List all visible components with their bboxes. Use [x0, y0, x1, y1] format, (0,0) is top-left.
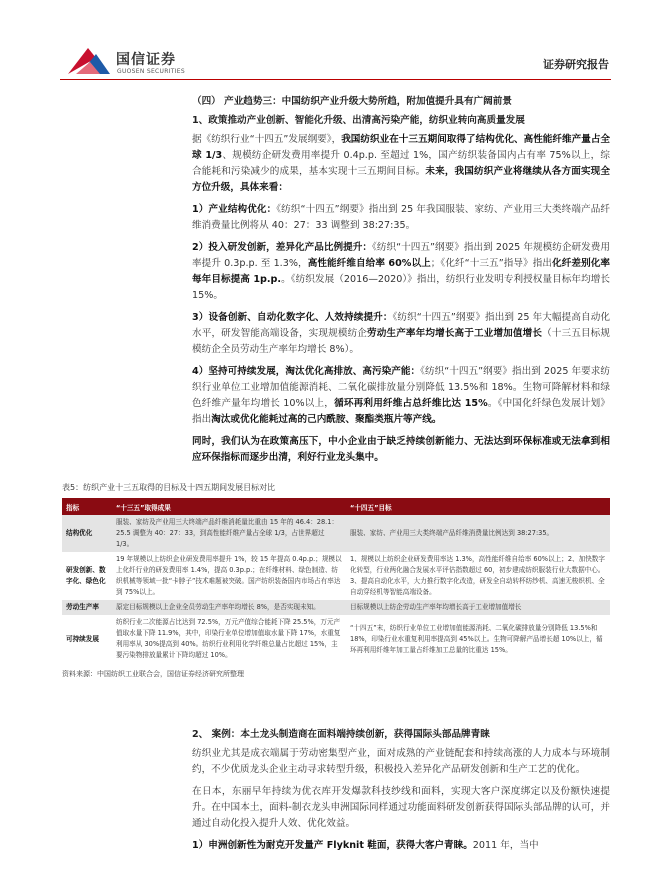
- row-label: 劳动生产率: [62, 600, 112, 615]
- table-row: [62, 600, 610, 615]
- paragraph-conclusion: 同时，我们认为在政策高压下，中小企业由于缺乏持续创新能力、无法达到环保标准或无法拿到相应环保指标而逐步出清，利好行业龙头集中。: [192, 436, 610, 463]
- row-label: 可持续发展: [66, 634, 99, 643]
- section-heading: （四） 产业趋势三：中国纺织产业升级大势所趋，附加值提升具有广阔前景: [192, 96, 512, 107]
- header-divider: [60, 79, 611, 80]
- page-header: [0, 0, 671, 80]
- table-header-cell: “十四五”目标: [346, 498, 610, 515]
- paragraph-shenzhou: 1）申洲创新性为耐克开发量产 Flyknit 鞋面，获得大客户青睐。2011 年，当中: [192, 840, 539, 851]
- paragraph-automation: 3）设备创新、自动化数字化、人效持续提升：《纺织“十四五”纲要》指出到 25 年大幅提高自动化水平，研发智能高端设备，实现规模纺企劳动生产率年均增长高于工业增加值增长（十三五目标规模纺企全员劳动生产率年均增长 8%）。: [192, 312, 610, 355]
- logo-name: 国信证券: [116, 52, 176, 68]
- report-type-label: 证券研究报告: [543, 58, 609, 71]
- table-header-cell: 指标: [62, 498, 112, 515]
- table-row: [62, 515, 610, 552]
- table-header-row: [62, 498, 610, 515]
- comparison-table: [62, 498, 610, 663]
- subsection-2-heading: 2、 案例：本土龙头制造商在面料端持续创新，获得国际头部品牌青睐: [192, 729, 490, 740]
- paragraph-rnd: 2）投入研发创新，差异化产品比例提升：《纺织“十四五”纲要》指出到 2025 年规模纺企研发费用率提升 0.3p.p. 至 1.3%，高性能纤维自给率 60%以上；《化纤“十三五”指导》指出化纤差别化率每年目标提高 1p.p.。《纺织发展（2016—2020）》指出，纺织行业发明专利授权量目标年均增长 15%。: [192, 242, 611, 301]
- table-source: 资料来源：中国纺织工业联合会，国信证券经济研究所整理: [62, 670, 244, 678]
- paragraph-industry: 纺织业尤其是成衣端属于劳动密集型产业，面对成熟的产业链配套和持续高涨的人力成本与环境制约，不少优质龙头企业主动寻求转型升级，积极投入差异化产品研发创新和生产工艺的优化。: [192, 748, 610, 775]
- table-row: [62, 552, 610, 600]
- table-header-cell: “十三五”取得成果: [112, 498, 346, 515]
- table-title: 表5：纺织产业十三五取得的目标及十四五期间发展目标对比: [62, 483, 276, 492]
- subsection-1-heading: 1、政策推动产业创新、智能化升级、出清高污染产能，纺织业转向高质量发展: [192, 115, 525, 126]
- row-13th-result: 原定目标规模以上企业全员劳动生产率年均增长 8%，是否实现未知。: [112, 600, 346, 615]
- row-14th-target: 1、规模以上纺织企业研发费用率达 1.3%，高性能纤维自给率 60%以上；2、加快数字化转型，行业两化融合发展水平评估指数超过 60，初步建成纺织服装行业大数据中心。3、提高自动化水平，大力推行数字化改造，研发全自动转杯纺纱机、高速无梭织机、全自动穿经机等智能高端设备。: [350, 555, 605, 596]
- logo-english-name: GUOSEN SECURITIES: [117, 68, 186, 75]
- row-13th-result: 19 年规模以上纺织企业研发费用率提升 1%，较 15 年提高 0.4p.p.；规模以上化纤行业的研发费用率 1.4%，提高 0.3p.p.；在纤维材料、绿色制造、纺织机械等领域一批“卡脖子”技术难题被突破。国产纺织装备国内市场占有率达到 75%以上。: [116, 555, 342, 596]
- row-14th-target: “十四五”末，纺织行业单位工业增加值能源消耗、二氧化碳排放量分别降低 13.5%和 18%，印染行业水重复利用率提高到 45%以上。生物可降解产品增长超 10%以上，循环再利用纤维年加工量占纤维加工总量的比重达 15%。: [350, 623, 603, 654]
- row-13th-result: 纺织行业二次能源占比达到 72.5%，万元产值综合能耗下降 25.5%，万元产值取水量下降 11.9%，其中，印染行业单位增加值取水量下降 17%，水重复利用率从 30%提高到 40%。纺织行业利用化学纤维总量占比超过 15%，主要污染物排放量累计下降均超过 10%。: [116, 618, 341, 659]
- paragraph-sustainability: 4）坚持可持续发展，淘汰优化高排放、高污染产能：《纺织“十四五”纲要》指出到 2025 年要求纺织行业单位工业增加值能源消耗、二氧化碳排放量分别降低 13.5%和 18%。生物可降解材料和绿色纤维产量年均增长 10%以上，循环再利用纤维占总纤维比达 15%。《中国化纤绿色发展计划》指出淘汰或优化能耗过高的己内酰胺、聚酯类瓶片等产线。: [192, 366, 610, 425]
- row-13th-result: 服装、家纺及产业用三大终端产品纤维消耗量比重由 15 年的 46.4：28.1：25.5 调整为 40：27：33，到高性能纤维产量占全球 1/3，占世界超过 1/3。: [112, 515, 346, 552]
- table-row: [62, 615, 610, 663]
- row-label: 研发创新、数字化、绿色化: [66, 566, 106, 585]
- guosen-logo-icon: [66, 44, 112, 76]
- main-content: [192, 94, 610, 472]
- paragraph-overview: 据《纺织行业“十四五”发展纲要》，我国纺织业在十三五期间取得了结构优化、高性能纤维产量占全球 1/3、规模纺企研发费用率提升 0.4p.p. 至超过 1%，国产纺织装备国内占有率 75%以上，综合能耗和污染减少的成果，基本实现十三五期间目标。未来，我国纺织产业将继续从各方面实现全方位升级，具体来看：: [192, 134, 611, 193]
- row-label: 结构优化: [62, 515, 112, 552]
- paragraph-toray: 在日本，东丽早年持续为优衣库开发爆款科技纱线和面料，实现大客户深度绑定以及份额快速提升。在中国本土，面料-制衣龙头申洲国际同样通过功能面料研发创新获得国际头部品牌的认可，并通过自动化投入提升人效、优化效益。: [192, 786, 610, 829]
- row-14th-target: 目标规模以上纺企劳动生产率年均增长高于工业增加值增长: [346, 600, 610, 615]
- paragraph-structure: 1）产业结构优化：《纺织“十四五”纲要》指出到 25 年我国服装、家纺、产业用三大类终端产品纤维消费量比例将从 40：27：33 调整到 38:27:35。: [192, 204, 610, 231]
- row-14th-target: 服装、家纺、产业用三大类终端产品纤维消费量比例达到 38:27:35。: [346, 515, 610, 552]
- case-study-section: [192, 727, 610, 860]
- comparison-table-block: [62, 482, 610, 679]
